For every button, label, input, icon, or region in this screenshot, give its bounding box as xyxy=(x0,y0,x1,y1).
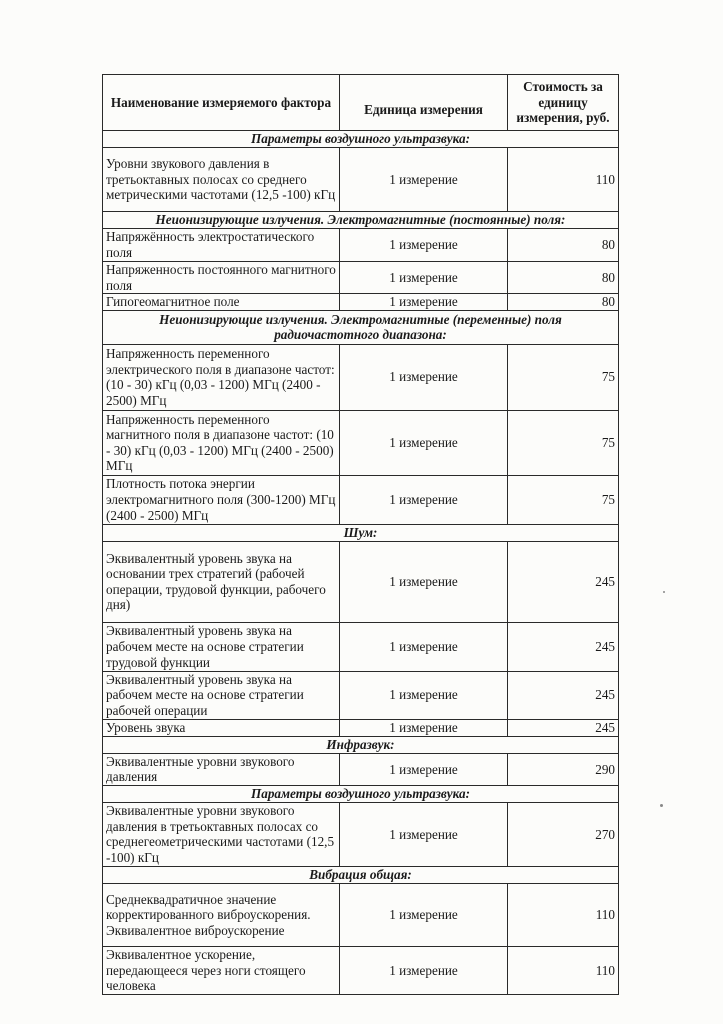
unit-cell: 1 измерение xyxy=(340,148,508,212)
section-title: Инфразвук: xyxy=(103,736,619,753)
table-row xyxy=(103,148,619,212)
table-row xyxy=(103,883,619,946)
price-cell: 245 xyxy=(508,671,619,719)
unit-cell: 1 измерение xyxy=(340,946,508,994)
unit-cell: 1 измерение xyxy=(340,671,508,719)
section-title: Вибрация общая: xyxy=(103,866,619,883)
scan-speck xyxy=(663,591,665,593)
table-row xyxy=(103,229,619,262)
price-cell: 80 xyxy=(508,229,619,262)
unit-cell: 1 измерение xyxy=(340,262,508,294)
price-cell: 75 xyxy=(508,475,619,524)
factor-name: Эквивалентный уровень звука на основании трех стратегий (рабочей операции, трудовой функции, рабочего дня) xyxy=(103,541,340,622)
price-cell: 270 xyxy=(508,802,619,866)
table-row xyxy=(103,622,619,671)
unit-cell: 1 измерение xyxy=(340,622,508,671)
table-row xyxy=(103,294,619,311)
section-row xyxy=(103,310,619,344)
factor-name: Уровень звука xyxy=(103,719,340,736)
factor-name: Плотность потока энергии электромагнитного поля (300-1200) МГц (2400 - 2500) МГц xyxy=(103,475,340,524)
section-title: Неионизирующие излучения. Электромагнитные (постоянные) поля: xyxy=(103,212,619,229)
unit-cell: 1 измерение xyxy=(340,883,508,946)
unit-cell: 1 измерение xyxy=(340,802,508,866)
table-row xyxy=(103,946,619,994)
price-cell: 110 xyxy=(508,148,619,212)
header-name: Наименование измеряемого фактора xyxy=(103,75,340,131)
price-cell: 80 xyxy=(508,262,619,294)
factor-name: Напряжённость электростатического поля xyxy=(103,229,340,262)
section-row xyxy=(103,212,619,229)
price-cell: 245 xyxy=(508,719,619,736)
unit-cell: 1 измерение xyxy=(340,410,508,475)
table-row xyxy=(103,541,619,622)
factor-name: Напряженность постоянного магнитного поля xyxy=(103,262,340,294)
unit-cell: 1 измерение xyxy=(340,475,508,524)
header-price: Стоимость за единицу измерения, руб. xyxy=(508,75,619,131)
table-row xyxy=(103,344,619,410)
table-row xyxy=(103,753,619,785)
factor-name: Уровни звукового давления в третьоктавных полосах со среднего метрическими частотами (12,5 -100) кГц xyxy=(103,148,340,212)
factor-name: Эквивалентные уровни звукового давления в третьоктавных полосах со среднегеометрическими частотами (12,5 -100) кГц xyxy=(103,802,340,866)
price-cell: 75 xyxy=(508,344,619,410)
table-row xyxy=(103,410,619,475)
section-title: Неионизирующие излучения. Электромагнитные (переменные) поля радиочастотного диапазона: xyxy=(103,310,619,344)
factor-name: Среднеквадратичное значение корректированного виброускорения. Эквивалентное виброускорение xyxy=(103,883,340,946)
table-body xyxy=(103,131,619,995)
price-cell: 80 xyxy=(508,294,619,311)
factor-name: Напряженность переменного магнитного поля в диапазоне частот: (10 - 30) кГц (0,03 - 1200) МГц (2400 - 2500) МГц xyxy=(103,410,340,475)
price-cell: 245 xyxy=(508,541,619,622)
section-row xyxy=(103,736,619,753)
section-title: Параметры воздушного ультразвука: xyxy=(103,131,619,148)
unit-cell: 1 измерение xyxy=(340,719,508,736)
section-row xyxy=(103,866,619,883)
section-row xyxy=(103,131,619,148)
table-row xyxy=(103,262,619,294)
section-title: Параметры воздушного ультразвука: xyxy=(103,785,619,802)
factor-name: Гипогеомагнитное поле xyxy=(103,294,340,311)
factor-name: Эквивалентное ускорение, передающееся через ноги стоящего человека xyxy=(103,946,340,994)
price-table xyxy=(102,74,619,995)
unit-cell: 1 измерение xyxy=(340,541,508,622)
price-cell: 110 xyxy=(508,883,619,946)
table-row xyxy=(103,671,619,719)
factor-name: Эквивалентный уровень звука на рабочем месте на основе стратегии трудовой функции xyxy=(103,622,340,671)
price-cell: 110 xyxy=(508,946,619,994)
section-row xyxy=(103,785,619,802)
factor-name: Эквивалентные уровни звукового давления xyxy=(103,753,340,785)
price-cell: 75 xyxy=(508,410,619,475)
price-cell: 245 xyxy=(508,622,619,671)
scan-speck xyxy=(660,804,663,807)
unit-cell: 1 измерение xyxy=(340,344,508,410)
section-title: Шум: xyxy=(103,524,619,541)
unit-cell: 1 измерение xyxy=(340,294,508,311)
section-row xyxy=(103,524,619,541)
table-header-row xyxy=(103,75,619,131)
table-row xyxy=(103,802,619,866)
unit-cell: 1 измерение xyxy=(340,229,508,262)
factor-name: Напряженность переменного электрического поля в диапазоне частот: (10 - 30) кГц (0,03 - 1200) МГц (2400 - 2500) МГц xyxy=(103,344,340,410)
factor-name: Эквивалентный уровень звука на рабочем месте на основе стратегии рабочей операции xyxy=(103,671,340,719)
price-cell: 290 xyxy=(508,753,619,785)
table-row xyxy=(103,475,619,524)
table-row xyxy=(103,719,619,736)
header-unit: Единица измерения xyxy=(340,75,508,131)
unit-cell: 1 измерение xyxy=(340,753,508,785)
